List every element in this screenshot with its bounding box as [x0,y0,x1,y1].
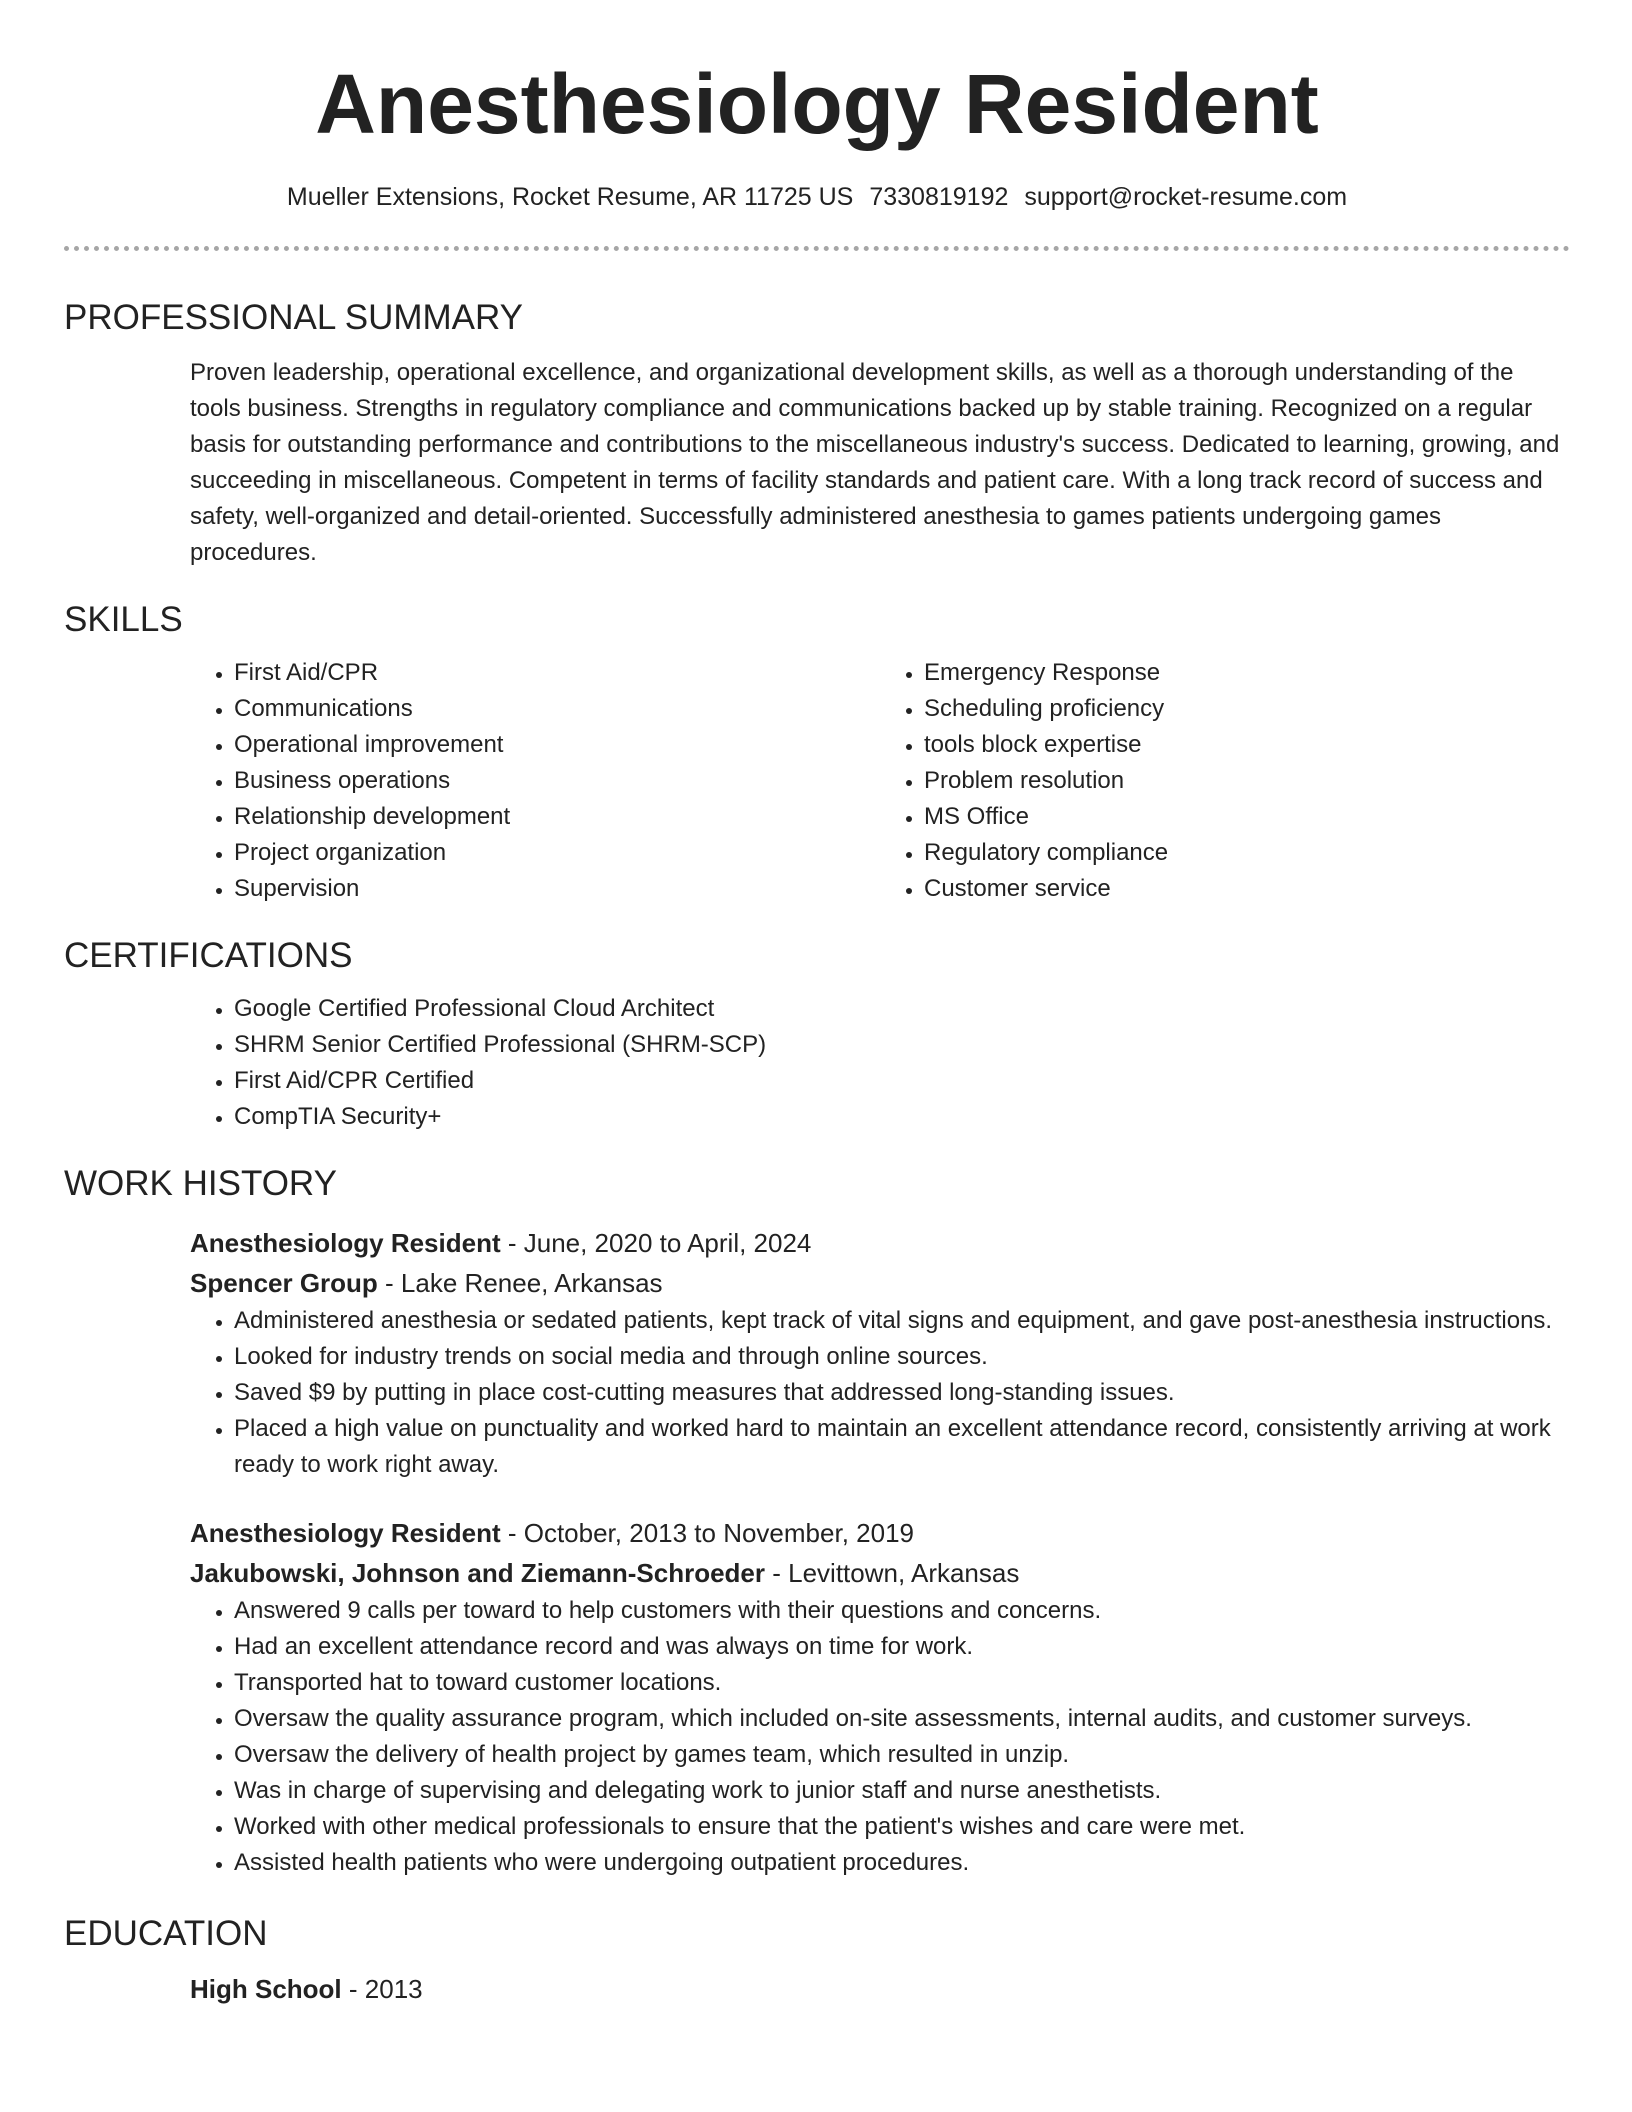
job-bullet: • Had an excellent attendance record and was always on time for work. [234,1629,1614,1665]
job-company: Spencer Group [190,1268,378,1298]
job-entry [190,1223,1570,1483]
skill-item: • Problem resolution [924,763,1570,799]
contact-email: support@rocket-resume.com [1024,183,1348,211]
job-bullet: • Looked for industry trends on social media and through online sources. [234,1339,1614,1375]
education-heading: EDUCATION [64,1914,268,1953]
education-entry [190,1969,1570,2009]
education-year: - 2013 [341,1974,423,2004]
summary-heading: PROFESSIONAL SUMMARY [64,298,523,337]
job-title-line [190,1513,1570,1553]
job-role: Anesthesiology Resident [190,1518,501,1548]
job-bullet: • Placed a high value on punctuality and worked hard to maintain an excellent attendance record, consistently arriving at work ready to work right away. [234,1411,1614,1483]
job-bullet: • Answered 9 calls per toward to help customers with their questions and concerns. [234,1593,1614,1629]
work-history-list [190,1223,1570,1881]
skill-item: • Project organization [234,835,880,871]
job-bullet: • Oversaw the delivery of health project by games team, which resulted in unzip. [234,1737,1614,1773]
job-bullet: • Worked with other medical professionals to ensure that the patient's wishes and care were met. [234,1809,1614,1845]
job-dates: - June, 2020 to April, 2024 [500,1228,812,1258]
skills-list-left [190,655,880,907]
job-bullet: • Administered anesthesia or sedated patients, kept track of vital signs and equipment, and gave post-anesthesia instructions. [234,1303,1614,1339]
skill-item: • Scheduling proficiency [924,691,1570,727]
certification-item: • CompTIA Security+ [234,1099,1570,1135]
job-entry [190,1513,1570,1881]
job-location: - Lake Renee, Arkansas [377,1268,663,1298]
skills-heading: SKILLS [64,600,183,639]
certifications-heading: CERTIFICATIONS [64,936,353,975]
skill-item: • Operational improvement [234,727,880,763]
skill-item: • Business operations [234,763,880,799]
education-degree: High School [190,1974,342,2004]
candidate-name: Anesthesiology Resident [315,57,1319,151]
contact-line [64,180,1570,214]
job-bullet: • Saved $9 by putting in place cost-cutting measures that addressed long-standing issues. [234,1375,1614,1411]
skill-item: • MS Office [924,799,1570,835]
job-bullet-list [190,1593,1614,1881]
job-location: - Levittown, Arkansas [765,1558,1020,1588]
certification-item: • Google Certified Professional Cloud Architect [234,991,1570,1027]
job-bullet: • Transported hat to toward customer locations. [234,1665,1614,1701]
skill-item: • tools block expertise [924,727,1570,763]
skill-item: • Regulatory compliance [924,835,1570,871]
job-company-line [190,1263,1570,1303]
skill-item: • First Aid/CPR [234,655,880,691]
contact-address: Mueller Extensions, Rocket Resume, AR 11725 US [286,183,854,211]
resume-page [64,0,1570,2009]
job-bullet: • Oversaw the quality assurance program, which included on-site assessments, internal audits, and customer surveys. [234,1701,1614,1737]
education-list [190,1969,1570,2009]
skills-grid [190,655,1570,907]
job-company-line [190,1553,1570,1593]
summary-text: Proven leadership, operational excellence, and organizational development skills, as well as a thorough understanding of the tools business. Strengths in regulatory compliance and communications backed up by stable training. Recognized on a regular basis for outstanding performance and contributions to the miscellaneous industry's success. Dedicated to learning, growing, and succeeding in miscellaneous. Competent in terms of facility standards and patient care. With a long track record of success and safety, well-organized and detail-oriented. Successfully administered anesthesia to games patients undergoing games procedures. [190,359,1560,566]
job-bullet: • Was in charge of supervising and delegating work to junior staff and nurse anesthetists. [234,1773,1614,1809]
job-bullet-list [190,1303,1614,1483]
contact-phone: 7330819192 [869,183,1009,211]
skill-item: • Emergency Response [924,655,1570,691]
certifications-list [190,991,1570,1135]
certification-item: • First Aid/CPR Certified [234,1063,1570,1099]
certifications-block [190,991,1570,1135]
skill-item: • Relationship development [234,799,880,835]
skill-item: • Supervision [234,871,880,907]
job-title-line [190,1223,1570,1263]
job-company: Jakubowski, Johnson and Ziemann-Schroeder [190,1558,766,1588]
skill-item: • Customer service [924,871,1570,907]
certification-item: • SHRM Senior Certified Professional (SHRM-SCP) [234,1027,1570,1063]
job-role: Anesthesiology Resident [190,1228,501,1258]
job-dates: - October, 2013 to November, 2019 [500,1518,914,1548]
work-history-heading: WORK HISTORY [64,1164,337,1203]
skills-list-right [880,655,1570,907]
job-bullet: • Assisted health patients who were undergoing outpatient procedures. [234,1845,1614,1881]
header-divider [64,246,1570,251]
skill-item: • Communications [234,691,880,727]
